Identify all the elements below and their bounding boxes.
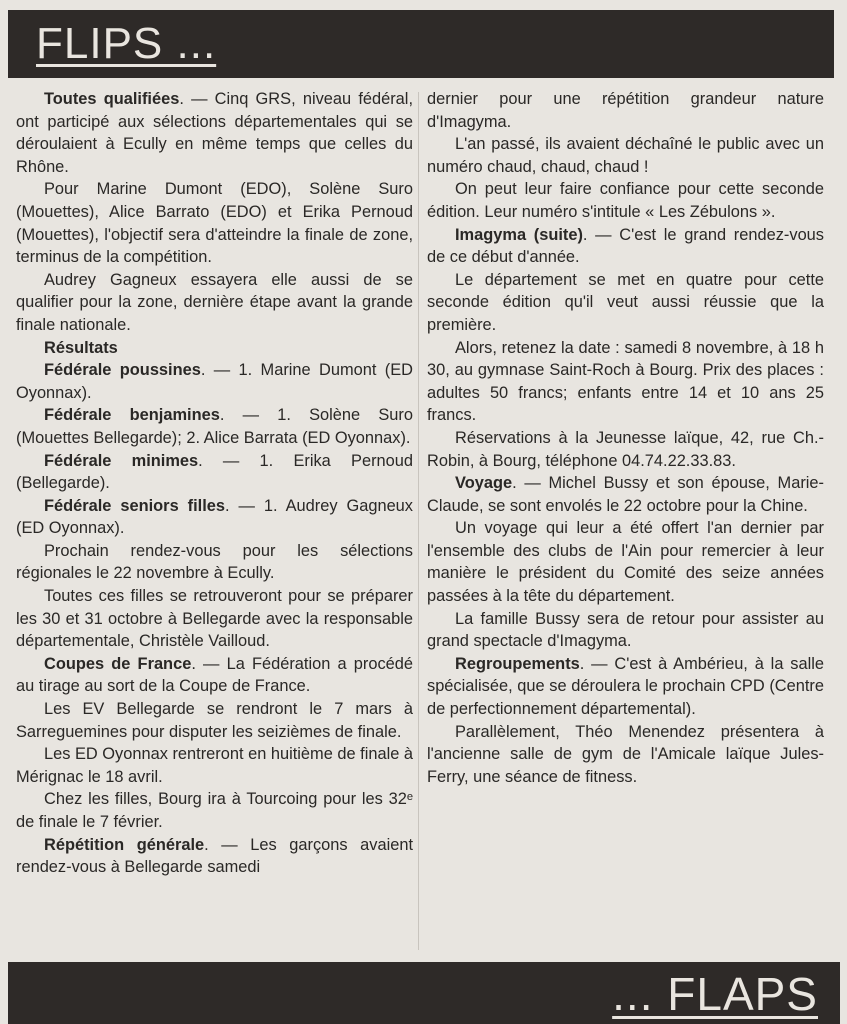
article-paragraph [16, 834, 413, 879]
paragraph-text: L'an passé, ils avaient déchaîné le public avec un numéro chaud, chaud, chaud ! [427, 135, 824, 176]
paragraph-text: . — C'est à Ambérieu, à la salle spécialisée, que se déroulera le prochain CPD (Centre de perfectionnement départemental). [427, 654, 824, 719]
paragraph-text: Toutes ces filles se retrouveront pour se préparer les 30 et 31 octobre à Bellegarde avec la responsable départementale, Christèle Vailloud. [16, 587, 413, 651]
article-paragraph [427, 133, 824, 178]
paragraph-text: Les ED Oyonnax rentreront en huitième de finale à Mérignac le 18 avril. [16, 745, 413, 786]
article-paragraph [16, 788, 413, 833]
paragraph-heading: Résultats [44, 338, 118, 357]
article-paragraph [16, 653, 413, 698]
article-paragraph [427, 224, 824, 269]
article-paragraph [427, 269, 824, 337]
article-paragraph [427, 178, 824, 223]
paragraph-heading: Toutes qualifiées [44, 90, 180, 108]
paragraph-text: . — 1. Solène Suro (Mouettes Bellegarde); 2. Alice Barrata (ED Oyonnax). [16, 406, 413, 447]
paragraph-text: Audrey Gagneux essayera elle aussi de se qualifier pour la zone, dernière étape avant la grande finale nationale. [16, 270, 413, 334]
paragraph-heading: Regroupements [455, 654, 580, 673]
paragraph-text: Un voyage qui leur a été offert l'an dernier par l'ensemble des clubs de l'Ain pour remercier à leur manière le président du Comité des seize années passées à la tête du département. [427, 519, 824, 606]
article-paragraph [427, 337, 824, 427]
article-paragraph [16, 495, 413, 540]
article-paragraph [16, 178, 413, 268]
paragraph-heading: Fédérale minimes [44, 451, 199, 470]
article-paragraph [16, 337, 413, 360]
paragraph-text: . — Michel Bussy et son épouse, Marie-Claude, se sont envolés le 22 octobre pour la Chine. [427, 474, 824, 515]
paragraph-heading: Répétition générale [44, 835, 205, 854]
article-paragraph [16, 698, 413, 743]
paragraph-heading: Fédérale poussines [44, 361, 201, 380]
paragraph-text: . — Les garçons avaient rendez-vous à Bellegarde samedi [16, 835, 413, 877]
article-body [14, 88, 824, 954]
paragraph-text: dernier pour une répétition grandeur nature d'Imagyma. [427, 90, 824, 131]
article-paragraph [16, 269, 413, 337]
article-paragraph [16, 359, 413, 404]
paragraph-text: Les EV Bellegarde se rendront le 7 mars à Sarreguemines pour disputer les seizièmes de finale. [16, 700, 413, 741]
paragraph-text: Chez les filles, Bourg ira à Tourcoing pour les 32ᵉ de finale le 7 février. [16, 790, 413, 831]
paragraph-text: . — 1. Erika Pernoud (Bellegarde). [16, 451, 413, 493]
paragraph-heading: Fédérale benjamines [44, 406, 220, 425]
article-paragraph [427, 472, 824, 517]
article-paragraph [427, 721, 824, 789]
paragraph-text: La famille Bussy sera de retour pour assister au grand spectacle d'Imagyma. [427, 609, 824, 651]
article-paragraph [16, 743, 413, 788]
article-paragraph [427, 517, 824, 607]
paragraph-text: Pour Marine Dumont (EDO), Solène Suro (Mouettes), Alice Barrato (EDO) et Erika Pernoud (Mouettes), l'objectif sera d'atteindre la finale de zone, terminus de la compétition. [16, 180, 413, 267]
paragraph-text: . — 1. Audrey Gagneux (ED Oyonnax). [16, 496, 413, 538]
footer-band [8, 962, 840, 1024]
paragraph-text: Le département se met en quatre pour cette seconde édition qu'il veut aussi réussie que la première. [427, 270, 824, 334]
article-paragraph [16, 450, 413, 495]
header-title: FLIPS ... [36, 19, 217, 68]
paragraph-heading: Fédérale seniors filles [44, 496, 225, 515]
article-paragraph [427, 608, 824, 653]
right-column [427, 88, 824, 954]
article-paragraph [16, 540, 413, 585]
paragraph-heading: Coupes de France [44, 654, 192, 673]
paragraph-text: On peut leur faire confiance pour cette seconde édition. Leur numéro s'intitule « Les Zébulons ». [427, 180, 824, 221]
paragraph-text: . — La Fédération a procédé au tirage au sort de la Coupe de France. [16, 654, 413, 696]
footer-title: ... FLAPS [612, 968, 818, 1020]
paragraph-text: Prochain rendez-vous pour les sélections régionales le 22 novembre à Ecully. [16, 541, 413, 583]
article-paragraph [16, 404, 413, 449]
paragraph-text: . — C'est le grand rendez-vous de ce début d'année. [427, 225, 824, 267]
article-paragraph [427, 653, 824, 721]
paragraph-text: Alors, retenez la date : samedi 8 novembre, à 18 h 30, au gymnase Saint-Roch à Bourg. Prix des places : adultes 50 francs; enfants entre 14 et 10 ans 25 francs. [427, 338, 824, 425]
paragraph-heading: Voyage [455, 474, 513, 493]
article-paragraph [427, 427, 824, 472]
article-paragraph [16, 585, 413, 653]
paragraph-text: . — Cinq GRS, niveau fédéral, ont participé aux sélections départementales qui se déroulaient à Ecully en même temps que celles du Rhône. [16, 90, 413, 176]
left-column [14, 88, 413, 954]
article-paragraph [427, 88, 824, 133]
paragraph-text: . — 1. Marine Dumont (ED Oyonnax). [16, 361, 413, 402]
header-band [8, 10, 834, 78]
article-paragraph [16, 88, 413, 178]
paragraph-text: Réservations à la Jeunesse laïque, 42, rue Ch.-Robin, à Bourg, téléphone 04.74.22.33.83. [427, 428, 824, 470]
paragraph-heading: Imagyma (suite) [455, 225, 583, 244]
paragraph-text: Parallèlement, Théo Menendez présentera à l'ancienne salle de gym de l'Amicale laïque Jules-Ferry, une séance de fitness. [427, 722, 824, 786]
